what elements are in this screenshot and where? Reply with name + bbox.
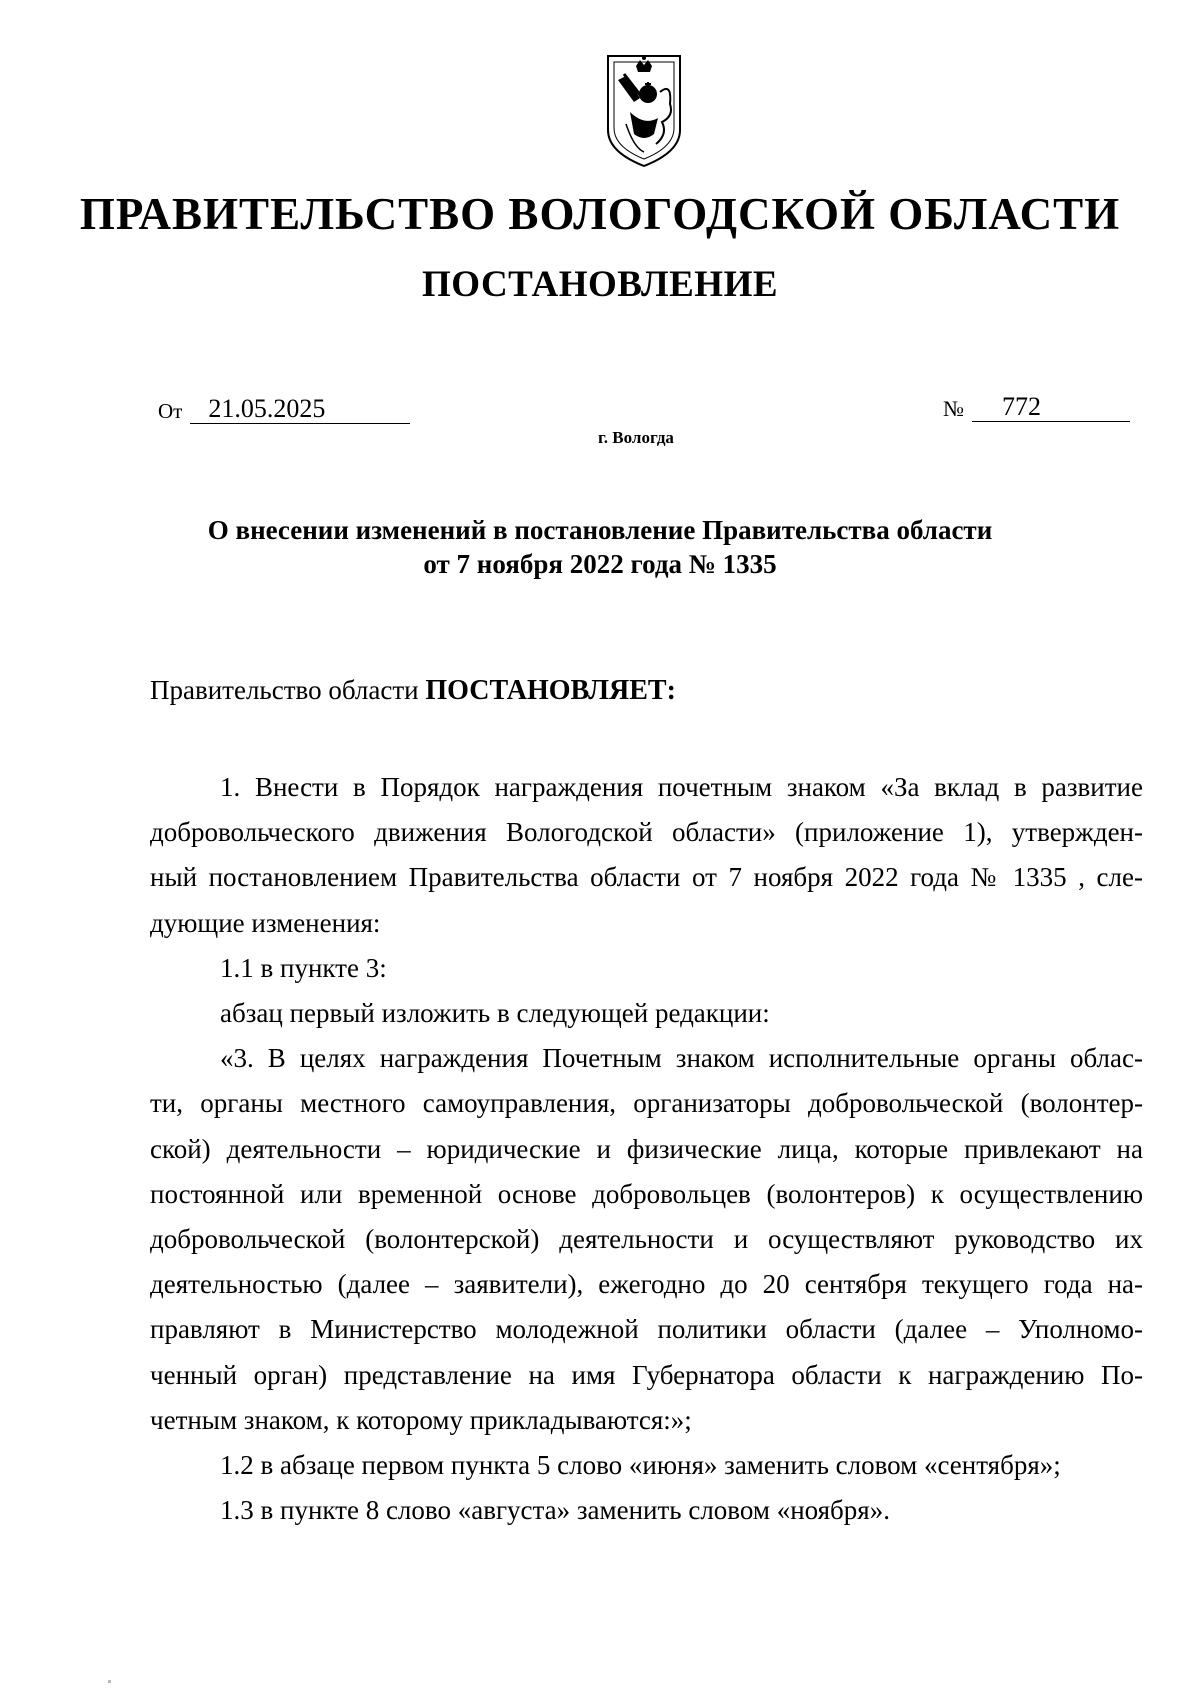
paragraph-1 — [150, 765, 1143, 946]
government-title: ПРАВИТЕЛЬСТВО ВОЛОГОДСКОЙ ОБЛАСТИ — [79, 189, 1121, 239]
vologda-oblast-coat-of-arms-icon — [604, 52, 684, 170]
decree-intro-emphasis: ПОСТАНОВЛЯЕТ: — [425, 675, 676, 706]
subject-line-2: от 7 ноября 2022 года № 1335 — [423, 549, 777, 579]
paragraph-quoted — [150, 1036, 1143, 1443]
quoted-line: постоянной или временной основе добровольцев (волонтеров) к осуществлению — [150, 1178, 1143, 1209]
number-label: № — [943, 396, 964, 421]
paragraph-1-3: 1.3 в пункте 8 слово «августа» заменить словом «ноября». — [220, 1495, 890, 1526]
city-label: г. Вологда — [598, 428, 674, 447]
document-body — [150, 765, 1143, 1533]
decree-intro — [150, 675, 676, 707]
number-value: 772 — [972, 393, 1130, 422]
paragraph-abzac: абзац первый изложить в следующей редакции: — [220, 998, 770, 1029]
quoted-line: правляют в Министерство молодежной политики области (далее – Уполномо- — [150, 1314, 1143, 1345]
date-value: 21.05.2025 — [190, 395, 410, 424]
paragraph-1-line: 1. Внести в Порядок награждения почетным знаком «За вклад в развитие — [220, 772, 1143, 802]
paragraph-1-line: ный постановлением Правительства области от 7 ноября 2022 года № 1335 , сле- — [150, 862, 1143, 893]
number-field — [943, 393, 1130, 422]
quoted-line: ти, органы местного самоуправления, организаторы добровольческой (волонтер- — [150, 1088, 1143, 1119]
date-label: От — [158, 399, 183, 423]
paragraph-1-2: 1.2 в абзаце первом пункта 5 слово «июня» заменить словом «сентября»; — [220, 1450, 1061, 1481]
scan-speck — [108, 1680, 111, 1683]
quoted-line: ченный орган) представление на имя Губернатора области к награждению По- — [150, 1359, 1143, 1390]
quoted-line: ской) деятельности – юридические и физические лица, которые привлекают на — [150, 1133, 1143, 1164]
quoted-line: «3. В целях награждения Почетным знаком исполнительные органы облас- — [220, 1043, 1143, 1074]
subject-line-1: О внесении изменений в постановление Правительства области — [207, 515, 993, 545]
date-field — [158, 395, 410, 424]
quoted-line: четным знаком, к которому прикладываются:»; — [150, 1404, 692, 1435]
quoted-line: деятельностью (далее – заявители), ежегодно до 20 сентября текущего года на- — [150, 1269, 1143, 1300]
document-subject — [0, 513, 1200, 581]
document-type: ПОСТАНОВЛЕНИЕ — [421, 264, 779, 305]
decree-intro-text: Правительство области — [150, 675, 419, 705]
paragraph-1-line: дующие изменения: — [150, 907, 381, 938]
quoted-line: добровольческой (волонтерской) деятельности и осуществляют руководство их — [150, 1224, 1143, 1255]
paragraph-1-line: добровольческого движения Вологодской области» (приложение 1), утвержден- — [150, 817, 1143, 848]
paragraph-1-1: 1.1 в пункте 3: — [220, 952, 387, 983]
